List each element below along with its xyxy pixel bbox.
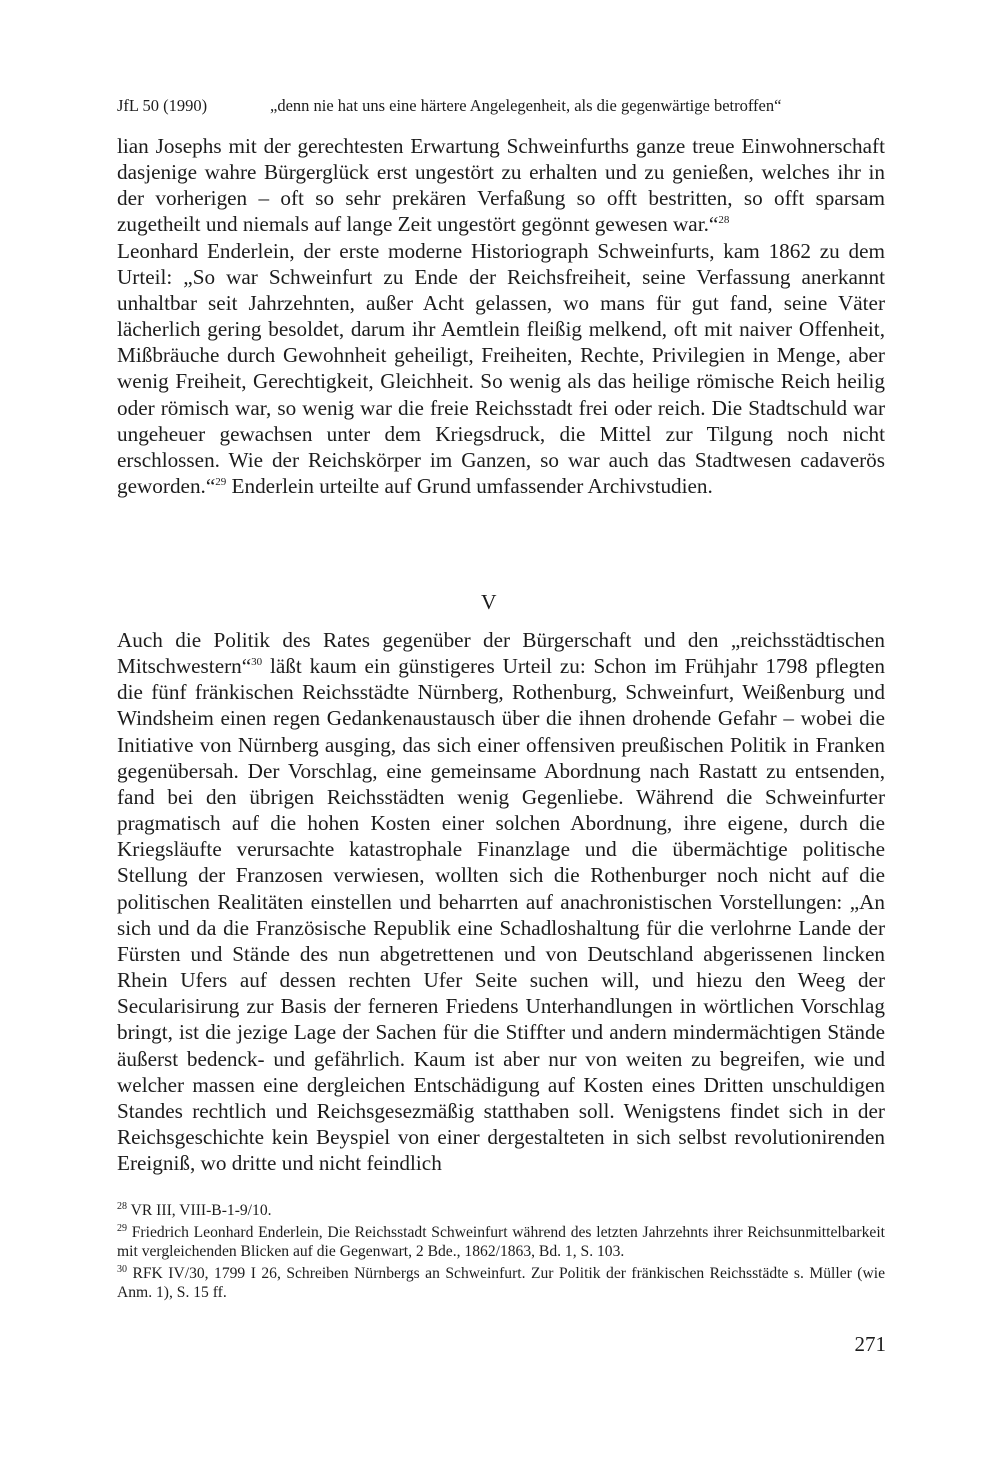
paragraph-text: lian Josephs mit der gerechtesten Erwartung Schweinfurths ganze treue Einwohnerschaft dasjenige wahre Bürgerglück erst ungestört zu erhalten und zu genießen, welches ihr in der vorherigen – oft so sehr prekären Verfaßung so offt bestritten, so offt sparsam zugetheilt und niemals auf lange Zeit ungestört gegönnt gewesen war.“ [117, 134, 885, 237]
footnote-item [117, 1264, 885, 1303]
journal-citation: JfL 50 (1990) [117, 96, 208, 115]
body-text-lower [117, 627, 885, 1176]
paragraph-enderlein [117, 238, 885, 500]
body-text-upper [117, 133, 885, 499]
footnote-number: 29 [117, 1222, 127, 1234]
footnote-ref: 28 [718, 214, 730, 227]
footnote-number: 30 [117, 1263, 127, 1275]
footnote-ref: 29 [215, 476, 227, 489]
running-title: „denn nie hat uns eine härtere Angelegenheit, als die gegenwärtige betroffen“ [270, 96, 782, 115]
paragraph-text: Leonhard Enderlein, der erste moderne Historiograph Schweinfurts, kam 1862 zu dem Urteil: „So war Schweinfurt zu Ende der Reichsfreiheit, seine Verfassung anerkannt unhaltbar seit Jahrzehnten, außer Acht gelassen, wo mans für gut fand, seine Väter lächerlich gering besoldet, darum ihr Aemtlein fleißig melkend, oft mit naiver Offenheit, Mißbräuche durch Gewohnheit geheiligt, Freiheiten, Rechte, Privilegien in Menge, aber wenig Freiheit, Gerechtigkeit, Gleichheit. So wenig als das heilige römische Reich heilig oder römisch war, so wenig war die freie Reichsstadt frei oder reich. Die Stadtschuld war ungeheuer gewachsen unter dem Kriegsdruck, die Mittel zur Tilgung noch nicht erschlossen. Wie der Reichskörper im Ganzen, so war auch das Stadtwesen cadaverös geworden.“ [117, 238, 885, 499]
footnote-text: VR III, VIII-B-1-9/10. [127, 1202, 272, 1219]
footnote-item [117, 1201, 885, 1221]
paragraph-continued [117, 133, 885, 238]
footnote-text: RFK IV/30, 1799 I 26, Schreiben Nürnbergs an Schweinfurt. Zur Politik der fränkischen Reichsstädte s. Müller (wie Anm. 1), S. 15 ff. [117, 1264, 885, 1301]
paragraph-politik [117, 627, 885, 1176]
section-numeral: V [481, 590, 497, 614]
paragraph-text: Enderlein urteilte auf Grund umfassender Archivstudien. [226, 474, 713, 499]
footnote-item [117, 1223, 885, 1262]
footnote-number: 28 [117, 1201, 127, 1212]
page-number: 271 [854, 1332, 886, 1356]
footnote-text: Friedrich Leonhard Enderlein, Die Reichsstadt Schweinfurt während des letzten Jahrzehnts ihrer Reichsunmittelbarkeit mit vergleichenden Blicken auf die Gegenwart, 2 Bde., 1862/1863, Bd. 1, S. 103. [117, 1223, 885, 1260]
paragraph-text: Auch die Politik des Rates gegenüber der Bürgerschaft und den „reichsstädtischen Mitschwestern“ [117, 628, 885, 679]
paragraph-text: läßt kaum ein günstigeres Urteil zu: Schon im Frühjahr 1798 pflegten die fünf fränkischen Reichsstädte Nürnberg, Rothenburg, Schweinfurt, Weißenburg und Windsheim einen regen Gedankenaustausch über die ihnen drohende Gefahr – wobei die Initiative von Nürnberg ausging, das sich einer offensiven preußischen Politik in Franken gegenübersah. Der Vorschlag, eine gemeinsame Abordnung nach Rastatt zu entsenden, fand bei den übrigen Reichsstädten wenig Gegenliebe. Während die Schweinfurter pragmatisch auf die hohen Kosten einer solchen Abordnung, ihre eigene, durch die Kriegsläufte verursachte katastrophale Finanzlage und die übermächtige politische Stellung der Franzosen verwiesen, wollten sich die Rothenburger noch nicht auf die politischen Realitäten einstellen und beharrten auf anachronistischen Vorstellungen: „An sich und da die Französische Republik eine Schadloshaltung für die verlohrne Lande der Fürsten und Stände des nun abgetrettenen und von Deutschland abgerissenen lincken Rhein Ufers auf dessen rechten Ufer Seite suchen will, und hiezu den Weeg der Secularisirung zur Basis der ferneren Friedens Unterhandlungen in wörtlichen Vorschlag bringt, ist die jezige Lage der Sachen für die Stiffter und andern mindermächtigen Stände äußerst bedenck- und gefährlich. Kaum ist aber nur von weiten zu begreifen, wie und welcher massen eine dergleichen Entschädigung auf Kosten eines Dritten unschuldigen Standes rechtlich und Reichsgesezmäßig statthaben soll. Wenigstens findet sich in der Reichsgeschichte kein Beyspiel von einer dergestalteten in sich selbst revolutionirenden Ereigniß, wo dritte und nicht feindlich [117, 654, 885, 1176]
footnotes [117, 1201, 885, 1305]
running-head [117, 94, 887, 118]
footnote-ref: 30 [251, 656, 263, 669]
